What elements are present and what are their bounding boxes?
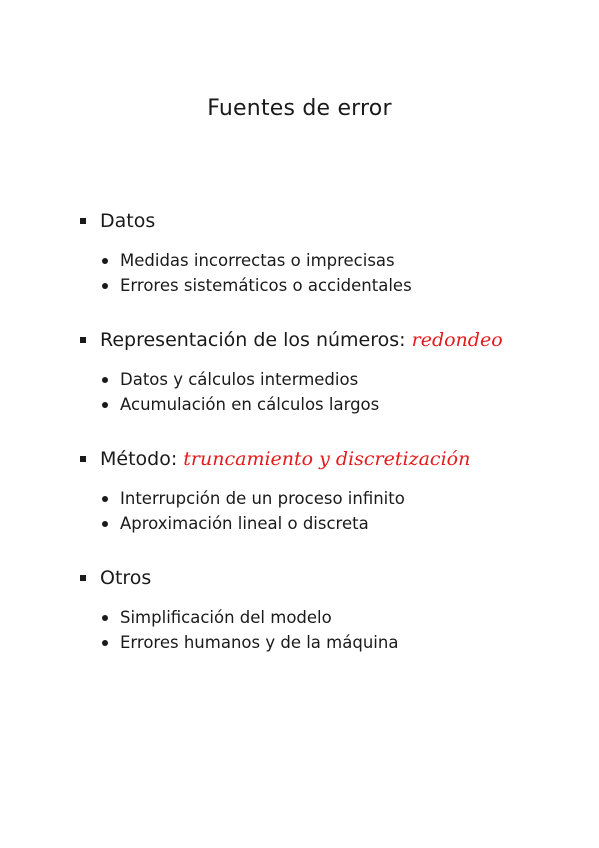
list-item: Interrupción de un proceso infinito — [102, 486, 580, 511]
sub-list — [80, 605, 580, 655]
list-item: Errores humanos y de la máquina — [102, 630, 580, 655]
square-bullet-icon — [80, 575, 86, 581]
section-heading — [80, 446, 580, 472]
section-heading — [80, 565, 580, 591]
list-item: Acumulación en cálculos largos — [102, 392, 580, 417]
sub-list — [80, 486, 580, 536]
heading-text: Otros — [100, 567, 152, 589]
round-bullet-icon — [102, 402, 108, 408]
round-bullet-icon — [102, 377, 108, 383]
round-bullet-icon — [102, 283, 108, 289]
list-item: Errores sistemáticos o accidentales — [102, 273, 580, 298]
heading-text: Método: — [100, 448, 178, 470]
list-item: Datos y cálculos intermedios — [102, 367, 580, 392]
section-heading — [80, 327, 580, 353]
list-item: Aproximación lineal o discreta — [102, 511, 580, 536]
round-bullet-icon — [102, 496, 108, 502]
heading-text: Datos — [100, 210, 156, 232]
heading-emphasis: truncamiento y discretización — [183, 448, 471, 470]
square-bullet-icon — [80, 337, 86, 343]
section-representacion — [80, 327, 580, 417]
list-item: Medidas incorrectas o imprecisas — [102, 248, 580, 273]
heading-emphasis: redondeo — [411, 329, 503, 351]
round-bullet-icon — [102, 521, 108, 527]
heading-text: Representación de los números: — [100, 329, 406, 351]
section-heading — [80, 208, 580, 234]
square-bullet-icon — [80, 218, 86, 224]
section-datos — [80, 208, 580, 298]
square-bullet-icon — [80, 456, 86, 462]
round-bullet-icon — [102, 615, 108, 621]
section-metodo — [80, 446, 580, 536]
list-item: Simplificación del modelo — [102, 605, 580, 630]
round-bullet-icon — [102, 258, 108, 264]
sub-list — [80, 367, 580, 417]
section-otros — [80, 565, 580, 655]
page-title: Fuentes de error — [207, 96, 392, 121]
round-bullet-icon — [102, 640, 108, 646]
sub-list — [80, 248, 580, 298]
